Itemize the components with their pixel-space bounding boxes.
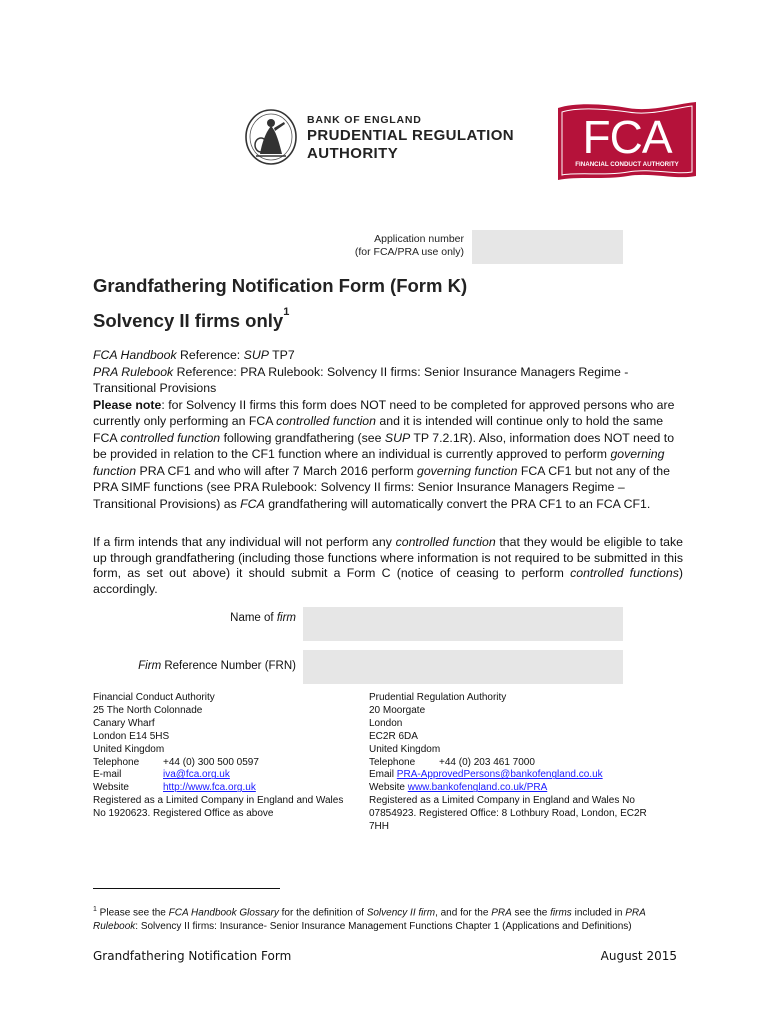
- references-block: [93, 347, 683, 512]
- fca-address-block: Financial Conduct Authority 25 The North Colonnade Canary Wharf London E14 5HS United Kingdom Telephone +44 (0) 300 500 0597 E-mail iva@fca.org.uk Website http://www.fca.org.uk Registered as a Limited Company in England and Wales No 1920623. Registered Office as above: [93, 692, 363, 821]
- footer-date: August 2015: [600, 949, 677, 963]
- fca-website: Website http://www.fca.org.uk: [93, 782, 256, 794]
- fca-name: Financial Conduct Authority: [93, 692, 215, 703]
- fca-logo: [556, 100, 698, 182]
- page-title: Grandfathering Notification Form (Form K): [93, 275, 468, 296]
- pra-telephone: Telephone +44 (0) 203 461 7000: [369, 756, 535, 768]
- pra-email: Email PRA-ApprovedPersons@bankofengland.co.uk: [369, 769, 603, 781]
- fca-email-link[interactable]: iva@fca.org.uk: [163, 769, 230, 781]
- pra-rulebook-reference: PRA Rulebook Reference: PRA Rulebook: Solvency II firms: Senior Insurance Managers Regime - Transitional Provisions: [93, 364, 629, 395]
- fca-logo-mark-icon: [556, 100, 698, 182]
- pra-email-link[interactable]: PRA-ApprovedPersons@bankofengland.co.uk: [396, 769, 603, 781]
- name-of-firm-label: Name of firm: [230, 612, 296, 624]
- fca-email: E-mail iva@fca.org.uk: [93, 769, 230, 781]
- fca-handbook-reference: FCA Handbook Reference: SUP TP7: [93, 348, 295, 362]
- pra-logo-line2: PRUDENTIAL REGULATION: [307, 127, 515, 144]
- fca-website-link[interactable]: http://www.fca.org.uk: [163, 782, 256, 794]
- footer-title: Grandfathering Notification Form: [93, 949, 292, 963]
- pra-name: Prudential Regulation Authority: [369, 692, 507, 703]
- intent-paragraph: If a firm intends that any individual will not perform any controlled function that they would be eligible to take up through grandfathering (including those functions where information is not required to be submitted in this form, as set out above) it should submit a Form C (notice of ceasing to perform controlled functions) accordingly.: [93, 535, 683, 596]
- fca-telephone: Telephone +44 (0) 300 500 0597: [93, 756, 259, 768]
- pra-logo-line3: AUTHORITY: [307, 145, 399, 162]
- frn-field[interactable]: [303, 650, 623, 684]
- page-subtitle: Solvency II firms only$^1$: [93, 306, 290, 331]
- britannia-seal-icon: [244, 108, 298, 166]
- footnote-divider: [93, 888, 280, 889]
- name-of-firm-field[interactable]: [303, 607, 623, 641]
- footnote: $^1$ Please see the FCA Handbook Glossary for the definition of Solvency II firm, and for the PRA see the firms included in PRA Rulebook: Solvency II firms: Insurance- Senior Insurance Management Functions Chapter 1 (Applications and Definitions): [93, 906, 646, 932]
- please-note-paragraph: Please note: for Solvency II firms this form does NOT need to be completed for approved persons who are currently only performing an FCA controlled function and it is intended will continue only to hold the same FCA controlled function following grandfathering (see SUP TP 7.2.1R). Also, information does NOT need to be provided in relation to the CF1 function where an individual is currently approved to perform governing function PRA CF1 and who will after 7 March 2016 perform governing function FCA CF1 but not any of the PRA SIMF functions (see PRA Rulebook: Solvency II firms: Senior Insurance Managers Regime – Transitional Provisions) as FCA grandfathering will automatically convert the PRA CF1 to an FCA CF1.: [93, 397, 675, 511]
- pra-logo-line1: BANK OF ENGLAND: [307, 114, 422, 126]
- fca-logo-tagline: FINANCIAL CONDUCT AUTHORITY: [575, 161, 679, 168]
- footnote-ref: 1: [283, 306, 290, 318]
- application-number-field[interactable]: [472, 230, 623, 264]
- frn-label: Firm Reference Number (FRN): [138, 660, 296, 672]
- fca-logo-letters: FCA: [582, 111, 672, 163]
- pra-website-link[interactable]: www.bankofengland.co.uk/PRA: [407, 782, 548, 794]
- pra-logo: [244, 108, 524, 168]
- application-number-label: Application number (for FCA/PRA use only): [354, 233, 464, 258]
- pra-address-block: Prudential Regulation Authority 20 Moorgate London EC2R 6DA United Kingdom Telephone +44 (0) 203 461 7000 Email PRA-ApprovedPersons@bankofengland.co.uk Website www.bankofengland.co.uk/PRA Registered as a Limited Company in England and Wales No 07854923. Registered Office: 8 Lothbury Road, London, EC2R 7HH: [369, 692, 669, 834]
- application-number-note: (for FCA/PRA use only): [354, 246, 464, 258]
- pra-website: Website www.bankofengland.co.uk/PRA: [369, 782, 548, 794]
